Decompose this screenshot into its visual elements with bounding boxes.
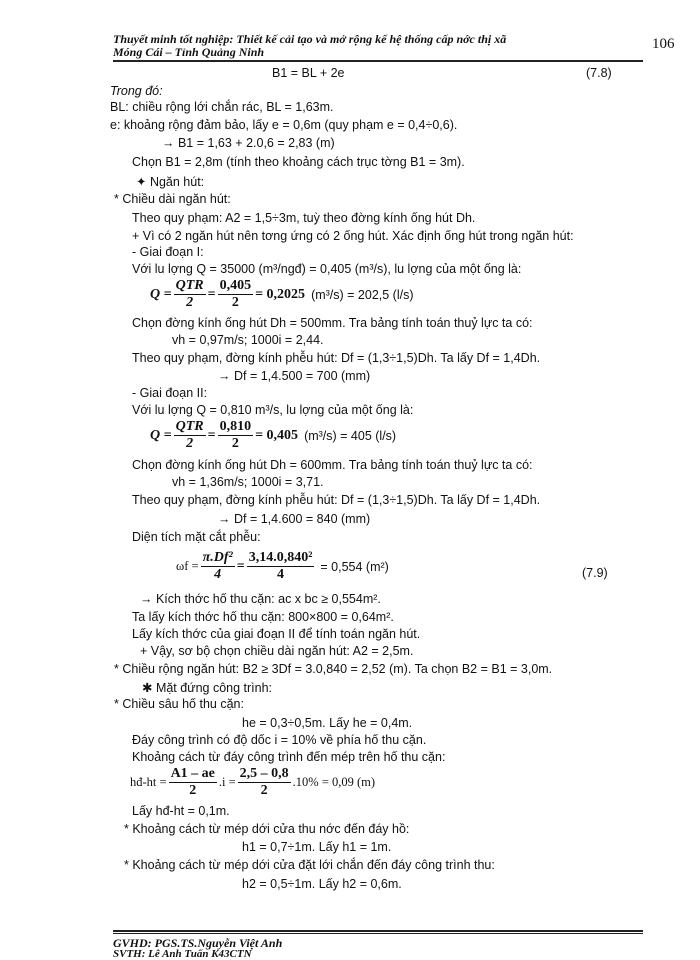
section-mat-dung: ✱ Mặt đứng công trình: bbox=[142, 681, 273, 695]
formula-result: = 0,554 (m²) bbox=[320, 559, 389, 574]
header-rule bbox=[113, 60, 643, 62]
footer-rule-thin bbox=[113, 933, 643, 934]
text-line: Chọn đờng kính ống hút Dh = 500mm. Tra bảng tính toán thuỷ lực ta có: bbox=[132, 316, 533, 330]
footer-advisor: GVHD: PGS.TS.Nguyễn Việt Anh bbox=[113, 936, 283, 950]
equation-number-7-9: (7.9) bbox=[582, 566, 608, 580]
formula-lhs: ωf = bbox=[176, 559, 199, 573]
text-line: h1 = 0,7÷1m. Lấy h1 = 1m. bbox=[242, 840, 392, 854]
header-title-line1: Thuyết minh tốt nghiệp: Thiết kế cải tạo và mở rộng kế hệ thống cấp nớc thị xã bbox=[113, 32, 507, 46]
text-line: h2 = 0,5÷1m. Lấy h2 = 0,6m. bbox=[242, 877, 402, 891]
text-line: + Vì có 2 ngăn hút nên tơng ứng có 2 ống hút. Xác định ống hút trong ngăn hút: bbox=[132, 229, 574, 243]
text-line: Khoảng cách từ đáy công trình đến mép trên hố thu cặn: bbox=[132, 750, 446, 764]
text-line: Với lu lợng Q = 0,810 m³/s, lu lợng của một ống là: bbox=[132, 403, 414, 417]
formula-lhs: Q = bbox=[150, 286, 172, 302]
text-line: e: khoảng rộng đảm bảo, lấy e = 0,6m (quy phạm e = 0,4÷0,6). bbox=[110, 118, 458, 132]
fraction: $\frac{2,5 - 0,8}{2}$ bbox=[239, 766, 289, 798]
formula-mid: .i = bbox=[218, 775, 236, 789]
section-ngan-hut: ✦ Ngăn hút: bbox=[136, 175, 205, 189]
text-line: * Chiều sâu hố thu cặn: bbox=[114, 697, 244, 711]
text-line: BL: chiều rộng lới chắn rác, BL = 1,63m. bbox=[110, 100, 334, 114]
fraction: $\frac{\text{QTR}}{2}$ bbox=[175, 278, 204, 310]
text-line: → Df = 1,4.600 = 840 (mm) bbox=[218, 512, 371, 526]
text-line: Diện tích mặt cắt phễu: bbox=[132, 530, 261, 544]
footer-student: SVTH: Lê Anh Tuấn K43CTN bbox=[113, 948, 252, 960]
formula-result: = 0,405 bbox=[255, 427, 299, 443]
fraction: $\frac{\text{QTR}}{2}$ bbox=[175, 419, 204, 451]
text-line: he = 0,3÷0,5m. Lấy he = 0,4m. bbox=[242, 716, 413, 730]
formula-q-stage1: Q = $\frac{\text{QTR}}{2}$ = $\frac{0,405}{2}$ = 0,2025 (m³/s) = 202,5 (l/s) bbox=[150, 278, 414, 310]
equation-b1: B1 = BL + 2e bbox=[272, 66, 345, 80]
formula-unit: (m³/s) = 202,5 (l/s) bbox=[311, 287, 414, 302]
fraction: $\frac{\text{3,14.0,840²}}{4}$ bbox=[248, 550, 313, 582]
formula-lhs: Q = bbox=[150, 427, 172, 443]
formula-result: .10% = 0,09 (m) bbox=[292, 775, 376, 789]
page-number: 106 bbox=[652, 36, 675, 52]
text-line: Với lu lợng Q = 35000 (m³/ngđ) = 0,405 (m³/s), lu lợng của một ống là: bbox=[132, 262, 522, 276]
text-line: - Giai đoạn II: bbox=[132, 386, 208, 400]
formula-unit: (m³/s) = 405 (l/s) bbox=[304, 428, 397, 443]
text-line: Đáy công trình có độ dốc i = 10% về phía hố thu cặn. bbox=[132, 733, 427, 747]
text-line: Lấy hđ-ht = 0,1m. bbox=[132, 804, 230, 818]
text-line: * Khoảng cách từ mép dới cửa đặt lới chắn đến đáy công trình thu: bbox=[124, 858, 495, 872]
text-line: + Vậy, sơ bộ chọn chiều dài ngăn hút: A2 = 2,5m. bbox=[140, 644, 414, 658]
text-line: → Df = 1,4.500 = 700 (mm) bbox=[218, 369, 371, 383]
text-trong-do: Trong đó: bbox=[110, 84, 163, 98]
text-line: → B1 = 1,63 + 2.0,6 = 2,83 (m) bbox=[162, 136, 335, 150]
formula-q-stage2: Q = $\frac{\text{QTR}}{2}$ = $\frac{0,810}{2}$ = 0,405 (m³/s) = 405 (l/s) bbox=[150, 419, 397, 451]
formula-result: = 0,2025 bbox=[255, 286, 306, 302]
text-line: Theo quy phạm, đờng kính phễu hút: Df = (1,3÷1,5)Dh. Ta lấy Df = 1,4Dh. bbox=[132, 351, 541, 365]
text-line: - Giai đoạn I: bbox=[132, 245, 204, 259]
text-line: Chọn B1 = 2,8m (tính theo khoảng cách trục tờng B1 = 3m). bbox=[132, 155, 465, 169]
fraction: $\frac{0,405}{2}$ bbox=[219, 278, 252, 310]
text-line: Chọn đờng kính ống hút Dh = 600mm. Tra bảng tính toán thuỷ lực ta có: bbox=[132, 458, 533, 472]
text-line: vh = 1,36m/s; 1000i = 3,71. bbox=[172, 475, 324, 489]
equation-number-7-8: (7.8) bbox=[586, 66, 612, 80]
fraction: $\frac{A1 - ae}{2}$ bbox=[170, 766, 215, 798]
text-line: * Khoảng cách từ mép dới cửa thu nớc đến đáy hồ: bbox=[124, 822, 410, 836]
fraction: $\frac{\text{π.Df²}}{4}$ bbox=[202, 550, 233, 582]
formula-lhs: hđ-ht = bbox=[130, 775, 167, 789]
fraction: $\frac{0,810}{2}$ bbox=[219, 419, 252, 451]
text-line: Theo quy phạm: A2 = 1,5÷3m, tuỳ theo đờng kính ống hút Dh. bbox=[132, 211, 476, 225]
formula-h-dht bbox=[130, 766, 375, 799]
formula-omega: ωf = $\frac{\text{π.Df²}}{4}$ = $\frac{\text{3,14.0,840²}}{4}$ = 0,554 (m²) bbox=[176, 550, 389, 582]
text-line: Lấy kích thớc của giai đoạn II để tính toán ngăn hút. bbox=[132, 627, 421, 641]
text-line: vh = 0,97m/s; 1000i = 2,44. bbox=[172, 333, 324, 347]
text-line: Theo quy phạm, đờng kính phễu hút: Df = (1,3÷1,5)Dh. Ta lấy Df = 1,4Dh. bbox=[132, 493, 541, 507]
text-line: Ta lấy kích thớc hố thu cặn: 800×800 = 0,64m². bbox=[132, 610, 394, 624]
header-title-line2: Móng Cái – Tỉnh Quảng Ninh bbox=[113, 45, 265, 59]
text-line: * Chiều rộng ngăn hút: B2 ≥ 3Df = 3.0,840 = 2,52 (m). Ta chọn B2 = B1 = 3,0m. bbox=[114, 662, 553, 676]
text-line: → Kích thớc hố thu cặn: ac x bc ≥ 0,554m². bbox=[140, 592, 381, 606]
text-line: * Chiều dài ngăn hút: bbox=[114, 192, 231, 206]
footer-rule bbox=[113, 930, 643, 932]
